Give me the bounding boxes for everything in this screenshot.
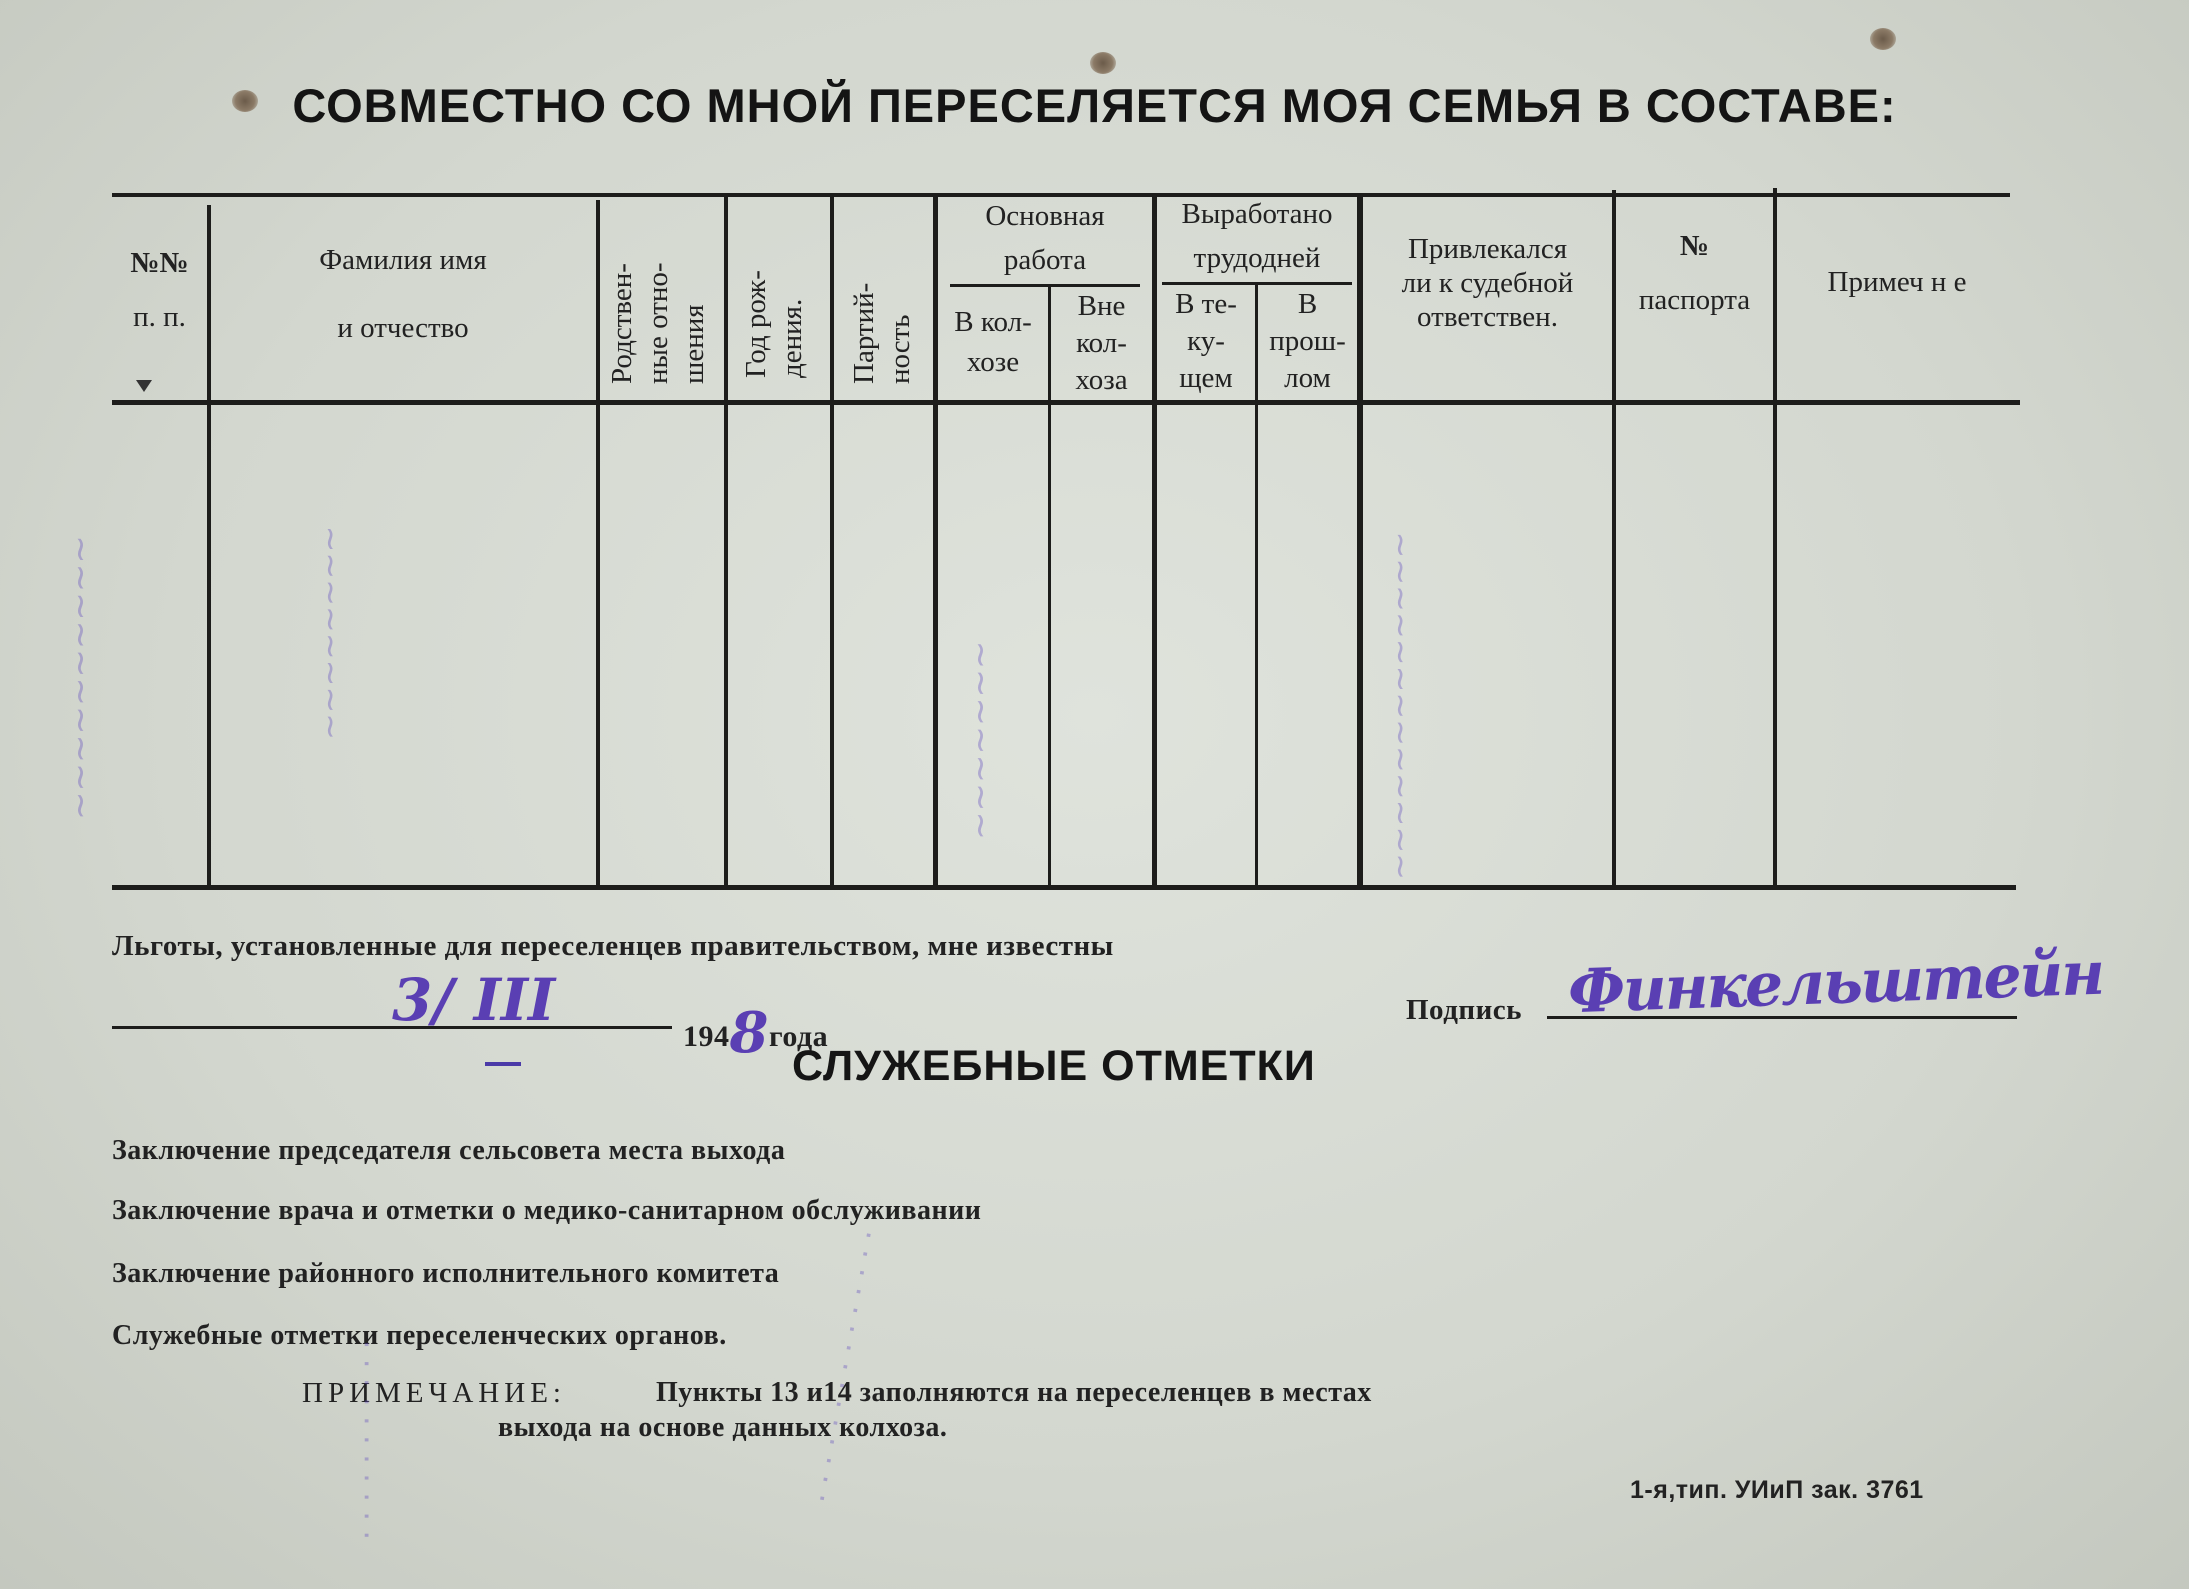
column-divider: [724, 196, 728, 885]
note-text: выхода на основе данных колхоза.: [498, 1412, 948, 1443]
benefits-statement: Льготы, установленные для переселенцев правительством, мне известны: [112, 930, 1114, 962]
bleed-through-ink: ~~~~~~~~~~~~~: [1380, 531, 1418, 880]
punch-hole: [1090, 52, 1116, 74]
header-court: Привлекался ли к судебной ответствен.: [1401, 233, 1574, 333]
ink-underline: [485, 1062, 521, 1066]
bleed-through-ink: ~~~~~~~~: [310, 525, 348, 740]
service-line: Заключение районного исполнительного комитета: [112, 1258, 780, 1289]
service-line: Заключение председателя сельсовета места выхода: [112, 1135, 786, 1166]
table-header-rule: [112, 400, 2020, 405]
header-number: №№ п. п.: [130, 247, 189, 333]
header-current: В те- ку- щем: [1175, 288, 1237, 394]
column-divider: [933, 196, 938, 885]
service-line: Заключение врача и отметки о медико-санитарном обслуживании: [112, 1195, 982, 1226]
table-bottom-rule: [112, 885, 2016, 890]
handwritten-date: 3/ III: [392, 966, 556, 1034]
bleed-through-ink: ~~~~~~~~~~: [60, 535, 100, 820]
arrow-mark: [136, 380, 152, 392]
header-party: Партий- ность: [848, 282, 916, 384]
printer-mark: 1-я,тип. УИиП зак. 3761: [1630, 1476, 1924, 1504]
subheader-rule: [950, 284, 1140, 287]
header-birth-year: Год рож- дения.: [740, 270, 808, 378]
header-main-work: Основная работа: [985, 200, 1105, 276]
service-line: Служебные отметки переселенческих органов.: [112, 1320, 727, 1351]
bleed-through-ink: ~~~~~~~: [960, 640, 1000, 840]
header-past: В прош- лом: [1269, 288, 1346, 394]
signature-label: Подпись: [1406, 994, 1523, 1026]
column-divider: [830, 196, 834, 885]
service-section-title: СЛУЖЕБНЫЕ ОТМЕТКИ: [792, 1042, 1316, 1090]
bleed-through-ink: · · · · · · · · · · · · · · ·: [805, 1227, 888, 1507]
header-in-kolkhoz: В кол- хозе: [954, 306, 1032, 378]
note-label: ПРИМЕЧАНИЕ:: [302, 1377, 566, 1409]
handwritten-signature: Финкельштейн: [1566, 938, 2105, 1028]
header-relation: Родствен- ные отно- шения: [606, 262, 710, 384]
bleed-through-ink: · · · · · · · · · · ·: [350, 1339, 385, 1540]
note-text: Пункты 13 и14 заполняются на переселенцев в местах: [656, 1377, 1372, 1408]
header-passport: № паспорта: [1638, 230, 1751, 316]
subheader-rule: [1162, 282, 1352, 285]
header-note: Примеч н е: [1827, 266, 1967, 298]
column-divider: [596, 200, 600, 885]
page-title: СОВМЕСТНО СО МНОЙ ПЕРЕСЕЛЯЕТСЯ МОЯ СЕМЬЯ В СОСТАВЕ:: [292, 79, 1897, 132]
header-workdays: Выработано трудодней: [1181, 198, 1333, 274]
punch-hole: [1870, 28, 1896, 50]
header-name: Фамилия имя и отчество: [319, 244, 487, 344]
year-label: 1948года: [683, 1000, 829, 1066]
header-outside-kolkhoz: Вне кол- хоза: [1075, 290, 1128, 396]
